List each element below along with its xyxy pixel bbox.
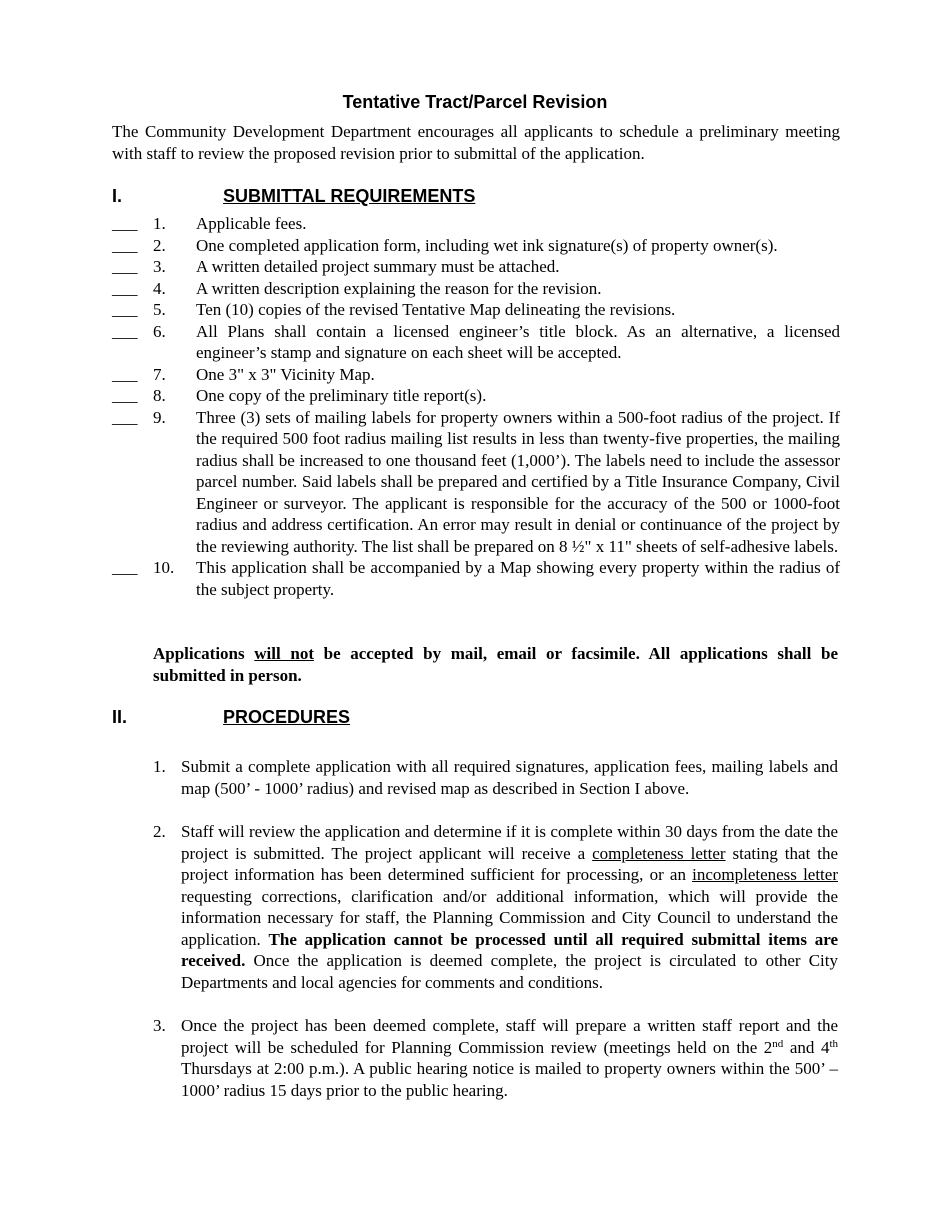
intro-paragraph: The Community Development Department encourages all applicants to schedule a preliminary meeting with staff to review the proposed revision prior to submittal of the application.	[112, 122, 840, 163]
item-number: 4.	[153, 278, 166, 298]
item-text: Applicable fees.	[196, 214, 307, 233]
checkbox-blank: ___	[112, 407, 138, 427]
item-number: 1.	[153, 757, 166, 776]
item-text: Submit a complete application with all required signatures, application fees, mailing labels and map (500’ - 1000’ radius) and revised map as described in Section I above.	[181, 757, 838, 798]
item-text: Once the application is deemed complete, the project is circulated to other City Departments and local agencies for comments and conditions.	[181, 951, 838, 992]
item-number: 5.	[153, 300, 166, 319]
checkbox-blank: ___	[112, 257, 138, 276]
list-item	[153, 821, 838, 993]
checkbox-blank: ___	[112, 364, 138, 384]
ordinal-suffix: th	[829, 1037, 838, 1050]
incompleteness-letter-text: incompleteness letter	[692, 865, 838, 884]
section-1-number: I.	[112, 186, 123, 206]
list-item	[112, 256, 840, 278]
item-number: 6.	[153, 321, 166, 341]
section-1-heading	[112, 184, 840, 208]
notice-text: Applications	[153, 644, 255, 663]
checkbox-blank: ___	[112, 214, 138, 233]
list-item	[112, 407, 840, 558]
section-1-title: SUBMITTAL REQUIREMENTS	[223, 186, 476, 206]
document-title: Tentative Tract/Parcel Revision	[342, 92, 608, 112]
submission-notice	[153, 643, 838, 686]
item-number: 10.	[153, 558, 175, 577]
item-number: 7.	[153, 364, 166, 384]
list-item	[153, 756, 838, 799]
item-text: One completed application form, including wet ink signature(s) of property owner(s).	[196, 235, 778, 255]
item-text: Staff will review the application and determine if it is complete within 30 days from the date the project is submitted. The project applicant will receive a	[181, 822, 838, 863]
section-2-number: II.	[112, 707, 128, 727]
list-item	[112, 364, 840, 386]
item-text: One 3" x 3" Vicinity Map.	[196, 364, 375, 384]
procedures-list	[153, 756, 838, 1123]
item-text: Once the project has been deemed complete, staff will prepare a written staff report and the project will be scheduled for Planning Commission review (meetings held on the	[181, 1016, 838, 1057]
section-2-title: PROCEDURES	[223, 707, 351, 727]
item-number: 3.	[153, 1016, 166, 1035]
item-text: A written description explaining the reason for the revision.	[196, 278, 602, 298]
item-text: A written detailed project summary must be attached.	[196, 257, 560, 276]
list-item	[112, 235, 840, 257]
item-text: stating that the project information has been determined sufficient for processing, or an	[181, 843, 839, 884]
item-number: 8.	[153, 386, 166, 405]
checkbox-blank: ___	[112, 300, 138, 319]
item-text: requesting corrections, clarification and/or additional information, which will provide the information necessary for staff, the Planning Commission and City Council to understand the application.	[181, 886, 838, 949]
notice-underlined-text: will not	[254, 644, 314, 663]
item-number: 2.	[153, 235, 166, 255]
list-item	[112, 385, 840, 407]
item-number: 9.	[153, 407, 166, 427]
list-item	[112, 321, 840, 364]
item-text: Thursdays at 2:00 p.m.). A public hearing notice is mailed to property owners within the 500’ – 1000’ radius 15 days prior to the public hearing.	[181, 1059, 838, 1100]
item-text: All Plans shall contain a licensed engineer’s title block. As an alternative, a licensed engineer’s stamp and signature on each sheet will be accepted.	[196, 321, 840, 362]
item-text: This application shall be accompanied by a Map showing every property within the radius of the subject property.	[196, 558, 840, 599]
item-number: 2.	[153, 822, 166, 841]
list-item	[112, 278, 840, 300]
checkbox-blank: ___	[112, 558, 138, 577]
item-text: Ten (10) copies of the revised Tentative Map delineating the revisions.	[196, 300, 676, 319]
checkbox-blank: ___	[112, 386, 138, 405]
submittal-requirements-list	[112, 213, 840, 600]
checkbox-blank: ___	[112, 321, 138, 341]
checkbox-blank: ___	[112, 278, 138, 298]
bold-requirement-text: The application cannot be processed until all required submittal items are received.	[181, 929, 838, 970]
section-2-heading	[112, 705, 840, 729]
list-item	[112, 557, 840, 600]
item-text: and	[783, 1037, 821, 1057]
checkbox-blank: ___	[112, 235, 138, 255]
list-item	[112, 213, 840, 235]
item-number: 3.	[153, 257, 166, 276]
completeness-letter-text: completeness letter	[592, 843, 726, 863]
ordinal-suffix: nd	[772, 1037, 784, 1050]
list-item	[112, 299, 840, 321]
notice-text: be accepted by mail, email or facsimile. All applications shall be submitted in person.	[153, 644, 839, 685]
item-number: 1.	[153, 214, 166, 233]
list-item	[153, 1015, 838, 1101]
ordinal-number: 2	[763, 1037, 773, 1057]
item-text: One copy of the preliminary title report(s).	[196, 386, 487, 405]
item-text: Three (3) sets of mailing labels for property owners within a 500-foot radius of the project. If the required 500 foot radius mailing list results in less than twenty-five properties, the mailing radius shall be increased to one thousand feet (1,000’). The labels need to include the assessor parcel number. Said labels shall be prepared and certified by a Title Insurance Company, Civil Engineer or surveyor. The applicant is responsible for the accuracy of the 500 or 1000-foot radius and address certification. An error may result in denial or continuance of the project by the reviewing authority. The list shall be prepared on 8 ½" x 11" sheets of self-adhesive labels.	[196, 407, 840, 556]
ordinal-number: 4	[820, 1037, 830, 1057]
